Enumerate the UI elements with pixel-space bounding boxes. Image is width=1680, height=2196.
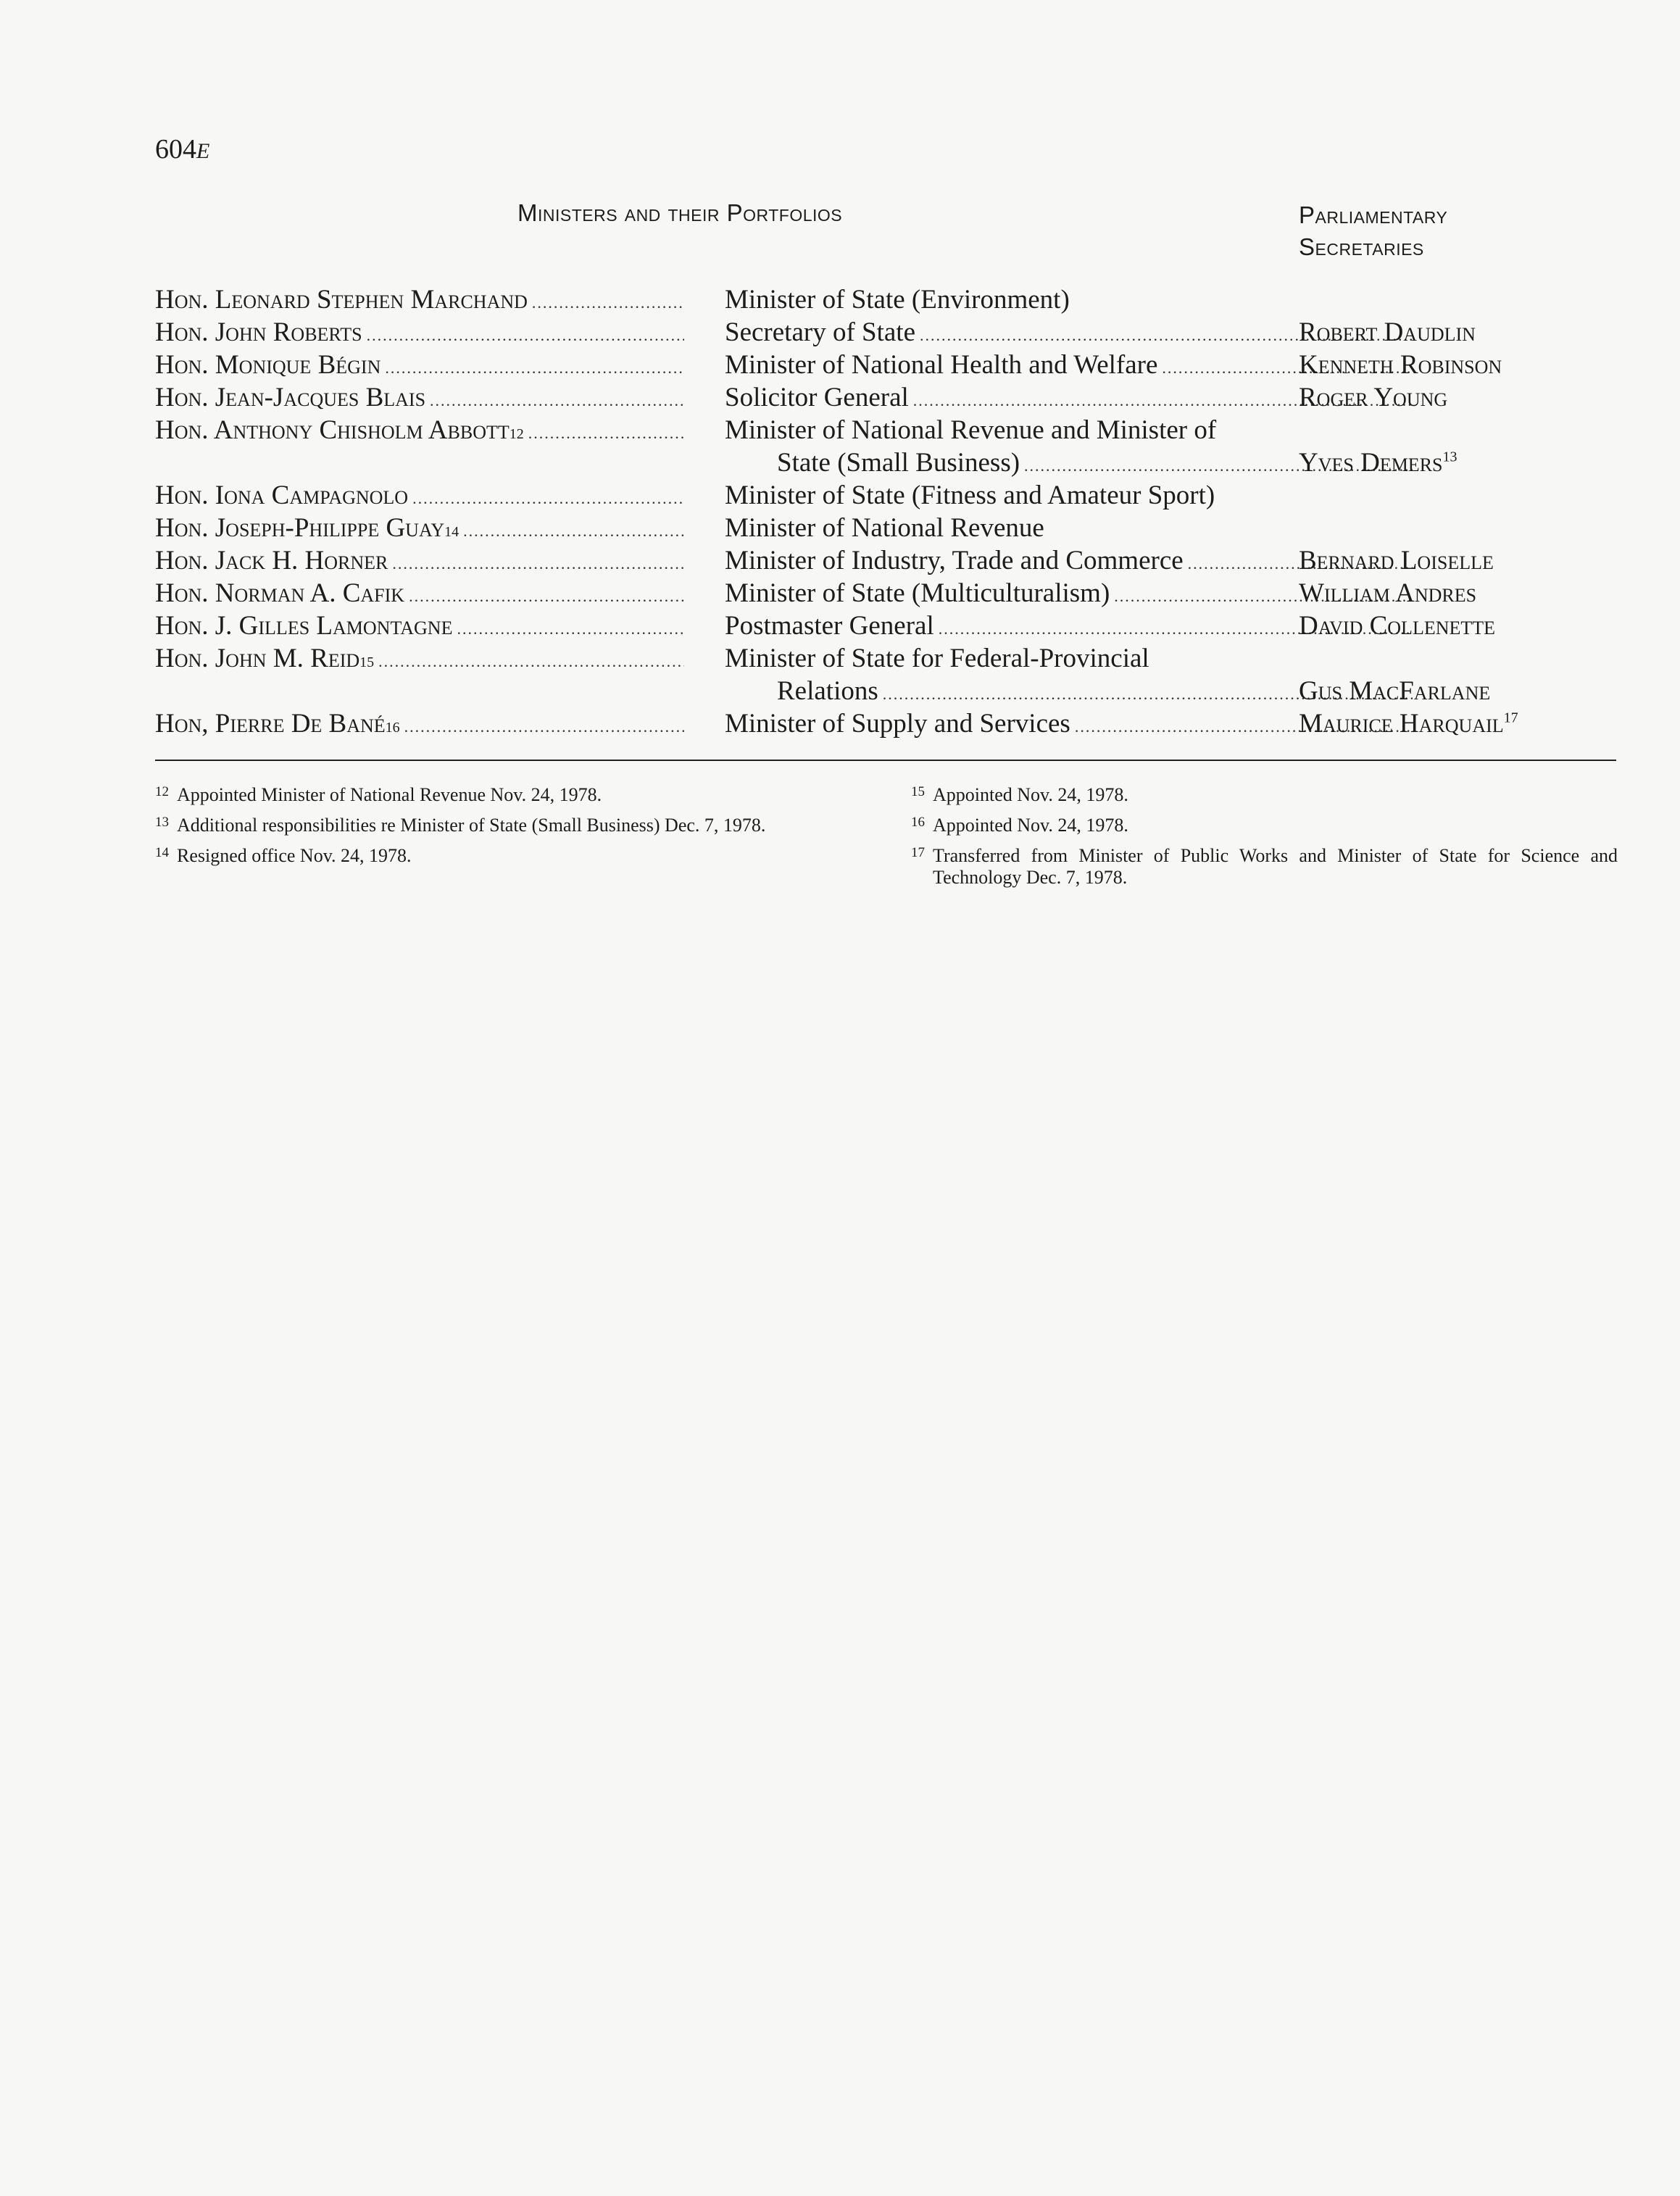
footnote — [155, 815, 880, 836]
minister-name — [155, 578, 689, 609]
parliamentary-secretary — [1299, 675, 1490, 707]
minister-name-text: Hon. Jean-Jacques Blais — [155, 383, 426, 412]
secretary-name: Gus MacFarlane — [1299, 676, 1491, 706]
ministers-column-header: Ministers and their Portfolios — [517, 199, 843, 226]
dot-leader — [528, 424, 684, 443]
footnote — [155, 784, 880, 806]
minister-name-text: Hon. Iona Campagnolo — [155, 481, 409, 510]
footnote-number: 17 — [911, 845, 925, 860]
minister-row — [155, 512, 1547, 545]
parliamentary-secretary — [1299, 447, 1457, 478]
footnote-text: Transferred from Minister of Public Works and Minister of State for Science and Technology Dec. 7, 1978. — [933, 845, 1618, 888]
ministers-table — [155, 284, 1547, 741]
footnote-text: Additional responsibilities re Minister of State (Small Business) Dec. 7, 1978. — [177, 815, 766, 836]
footnote-ref: 17 — [1503, 710, 1518, 726]
footnote — [911, 845, 1618, 889]
footnote-number: 16 — [911, 815, 925, 830]
minister-name: Hon. John M. Reid 15 ..... — [155, 643, 689, 674]
minister-name-text: Hon. Monique Bégin — [155, 350, 381, 380]
dot-leader — [404, 718, 684, 736]
portfolio-text: Secretary of State — [725, 317, 915, 347]
dot-leader — [457, 620, 684, 639]
portfolio-text: Postmaster General — [725, 611, 934, 641]
portfolio-text: Minister of State (Multiculturalism) — [725, 578, 1110, 608]
minister-name-text: Hon. J. Gilles Lamontagne — [155, 611, 453, 641]
secretary-name: William Andres — [1299, 578, 1477, 608]
minister-row — [155, 545, 1547, 578]
minister-name-text: Hon. John M. Reid — [155, 644, 360, 673]
page-number-suffix: E — [196, 139, 210, 163]
minister-name-text: Hon. Joseph-Philippe Guay — [155, 513, 445, 543]
portfolio-text: Minister of National Revenue — [725, 513, 1044, 543]
footnotes-left-column — [155, 784, 880, 876]
minister-name-text: Hon. Jack H. Horner — [155, 546, 388, 575]
footnote-number: 14 — [155, 845, 169, 860]
dot-leader — [385, 359, 684, 378]
minister-name — [155, 382, 689, 413]
footnote-text: Appointed Nov. 24, 1978. — [933, 815, 1128, 836]
minister-row — [155, 578, 1547, 610]
parliamentary-secretary — [1299, 382, 1447, 413]
secretary-name: David Collenette — [1299, 611, 1496, 641]
dot-leader — [412, 489, 684, 508]
dot-leader — [392, 554, 684, 573]
minister-name-text: Hon. Anthony Chisholm Abbott — [155, 415, 510, 445]
minister-row — [155, 643, 1547, 708]
minister-row — [155, 708, 1547, 741]
minister-name — [155, 284, 689, 315]
minister-name — [155, 317, 689, 348]
footnote-ref: 13 — [1442, 449, 1457, 465]
minister-name — [155, 610, 689, 641]
dot-leader — [378, 652, 684, 671]
minister-row — [155, 284, 1547, 317]
secretary-name: Maurice Harquail — [1299, 709, 1504, 739]
parliamentary-secretary — [1299, 349, 1502, 380]
minister-name-text: Hon. John Roberts — [155, 317, 362, 347]
minister-row — [155, 349, 1547, 382]
footnote — [911, 784, 1618, 806]
minister-row — [155, 317, 1547, 349]
portfolio — [725, 284, 1417, 317]
portfolio-text: Minister of State (Fitness and Amateur Sport) — [725, 481, 1215, 510]
minister-name — [155, 349, 689, 380]
portfolio-text-continued: State (Small Business) — [777, 448, 1020, 478]
dot-leader — [430, 391, 684, 410]
footnote-number: 13 — [155, 815, 169, 830]
footnote-text: Resigned office Nov. 24, 1978. — [177, 845, 412, 866]
portfolio — [725, 512, 1417, 545]
portfolio-text: Minister of Supply and Services — [725, 709, 1070, 739]
parliamentary-secretary — [1299, 610, 1495, 641]
minister-row — [155, 415, 1547, 480]
page-number: 604E — [155, 134, 210, 165]
secretaries-column-header — [1299, 199, 1447, 263]
dot-leader — [367, 326, 684, 345]
minister-name — [155, 545, 689, 576]
footnote-divider — [155, 760, 1616, 761]
minister-row — [155, 382, 1547, 415]
footnote-number: 12 — [155, 784, 169, 799]
portfolio-text: Minister of Industry, Trade and Commerce — [725, 546, 1184, 575]
portfolio-text: Minister of State for Federal-Provincial — [725, 644, 1149, 673]
secretaries-header-line: Parliamentary — [1299, 201, 1448, 228]
footnotes-right-column — [911, 784, 1618, 897]
minister-row — [155, 480, 1547, 512]
dot-leader — [409, 587, 684, 606]
footnote — [911, 815, 1618, 836]
secretary-name: Yves Demers — [1299, 448, 1443, 478]
portfolio-text: Minister of National Revenue and Minister of — [725, 415, 1217, 445]
secretary-name: Roger Young — [1299, 383, 1448, 412]
dot-leader — [532, 294, 684, 312]
secretary-name: Robert Daudlin — [1299, 317, 1476, 347]
portfolio — [725, 480, 1417, 512]
minister-name-text: Hon. Norman A. Cafik — [155, 578, 405, 608]
minister-name-text: Hon. Leonard Stephen Marchand — [155, 285, 528, 315]
minister-name — [155, 480, 689, 511]
portfolio-text: Solicitor General — [725, 383, 909, 412]
portfolio-text: Minister of State (Environment) — [725, 285, 1070, 315]
footnote — [155, 845, 880, 867]
minister-name: Hon. Anthony Chisholm Abbott 12 ..... — [155, 415, 689, 446]
parliamentary-secretary — [1299, 578, 1476, 609]
parliamentary-secretary — [1299, 708, 1518, 739]
portfolio-text-continued: Relations — [777, 676, 878, 706]
minister-name-text: Hon, Pierre De Bané — [155, 709, 386, 739]
minister-name: Hon, Pierre De Bané 16 ..... — [155, 708, 689, 739]
parliamentary-secretary — [1299, 317, 1476, 348]
minister-row — [155, 610, 1547, 643]
footnote-number: 15 — [911, 784, 925, 799]
secretary-name: Kenneth Robinson — [1299, 350, 1502, 380]
dot-leader — [463, 522, 684, 541]
secretary-name: Bernard Loiselle — [1299, 546, 1494, 575]
footnote-text: Appointed Nov. 24, 1978. — [933, 784, 1128, 805]
parliamentary-secretary — [1299, 545, 1494, 576]
secretaries-header-line: Secretaries — [1299, 233, 1424, 260]
portfolio-text: Minister of National Health and Welfare — [725, 350, 1158, 380]
minister-name: Hon. Joseph-Philippe Guay 14 ..... — [155, 512, 689, 544]
footnote-text: Appointed Minister of National Revenue Nov. 24, 1978. — [177, 784, 602, 805]
